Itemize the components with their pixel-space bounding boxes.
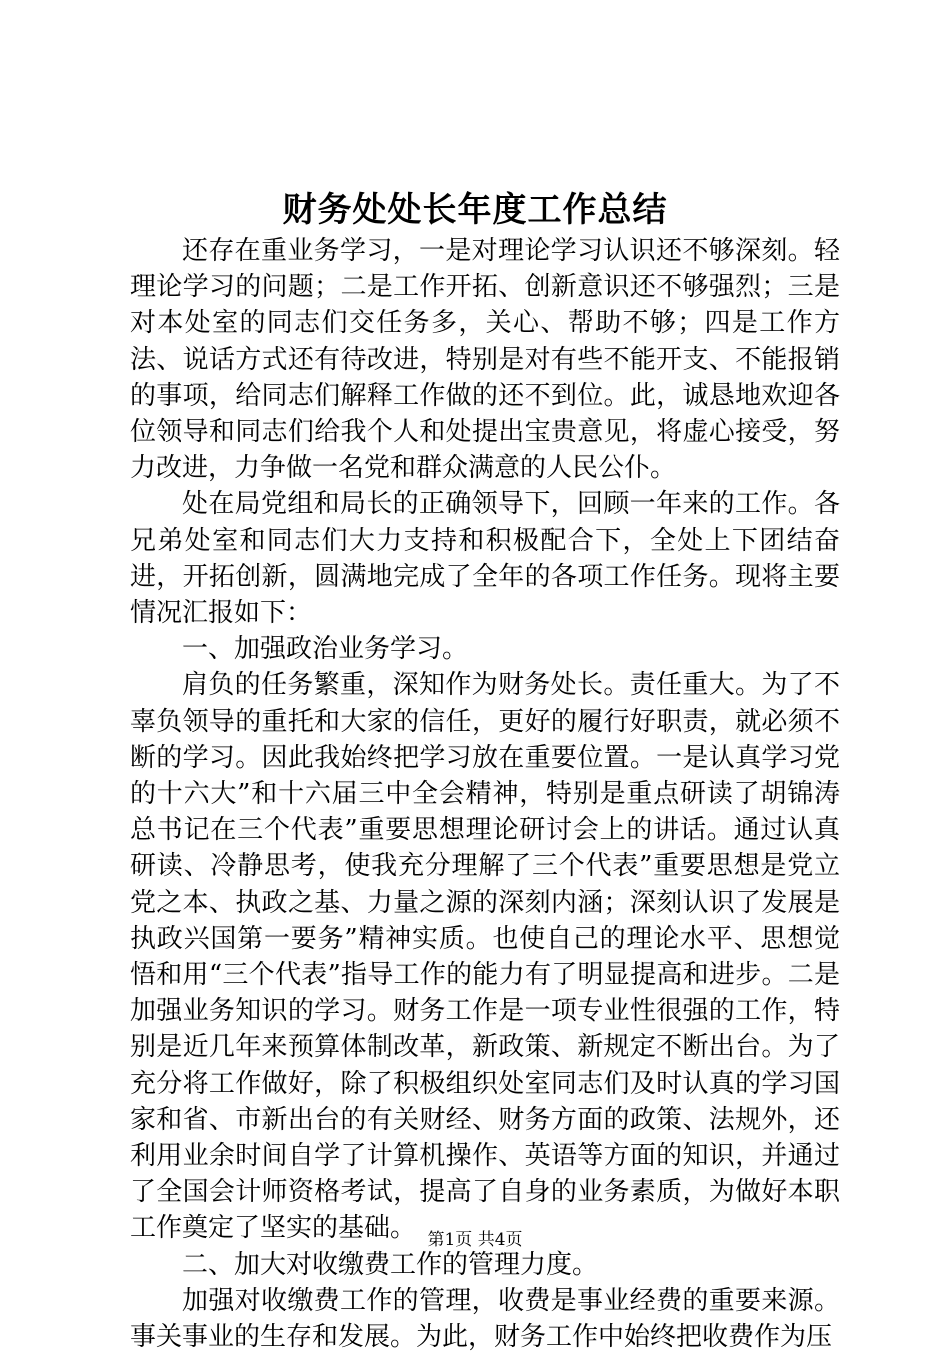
page-footer: 第1页 共4页 — [427, 1230, 523, 1250]
section-heading-1: 一、加强政治业务学习。 — [182, 634, 469, 665]
paragraph-1: 还存在重业务学习，一是对理论学习认识还不够深刻。轻理论学习的问题；二是工作开拓、创新意识还不够强烈；三是对本处室的同志们交任务多，关心、帮助不够；四是工作方法、说话方式还有待改进，特别是对有些不能开支、不能报销的事项，给同志们解释工作做的还不到位。此，诚恳地欢迎各位领导和同志们给我个人和处提出宝贵意见，将虚心接受，努力改进，力争做一名党和群众满意的人民公仆。 — [130, 236, 840, 484]
document-body — [130, 233, 840, 1355]
document-title: 财务处处长年度工作总结 — [282, 190, 668, 230]
paragraph-2: 处在局党组和局长的正确领导下，回顾一年来的工作。各兄弟处室和同志们大力支持和积极配合下，全处上下团结奋进，开拓创新，圆满地完成了全年的各项工作任务。现将主要情况汇报如下： — [130, 489, 840, 629]
paragraph-4: 加强对收缴费工作的管理，收费是事业经费的重要来源。事关事业的生存和发展。为此，财务工作中始终把收费作为压 — [130, 1285, 840, 1353]
paragraph-3: 肩负的任务繁重，深知作为财务处长。责任重大。为了不辜负领导的重托和大家的信任，更好的履行好职责，就必须不断的学习。因此我始终把学习放在重要位置。一是认真学习党的十六大”和十六届三中全会精神，特别是重点研读了胡锦涛总书记在三个代表”重要思想理论研讨会上的讲话。通过认真研读、冷静思考，使我充分理解了三个代表”重要思想是党立党之本、执政之基、力量之源的深刻内涵；深刻认识了发展是执政兴国第一要务”精神实质。也使自己的理论水平、思想觉悟和用“三个代表”指导工作的能力有了明显提高和进步。二是加强业务知识的学习。财务工作是一项专业性很强的工作，特别是近几年来预算体制改革，新政策、新规定不断出台。为了充分将工作做好，除了积极组织处室同志们及时认真的学习国家和省、市新出台的有关财经、财务方面的政策、法规外，还利用业余时间自学了计算机操作、英语等方面的知识，并通过了全国会计师资格考试，提高了自身的业务素质，为做好本职工作奠定了坚实的基础。 — [130, 670, 840, 1244]
section-heading-2: 二、加大对收缴费工作的管理力度。 — [182, 1249, 599, 1280]
